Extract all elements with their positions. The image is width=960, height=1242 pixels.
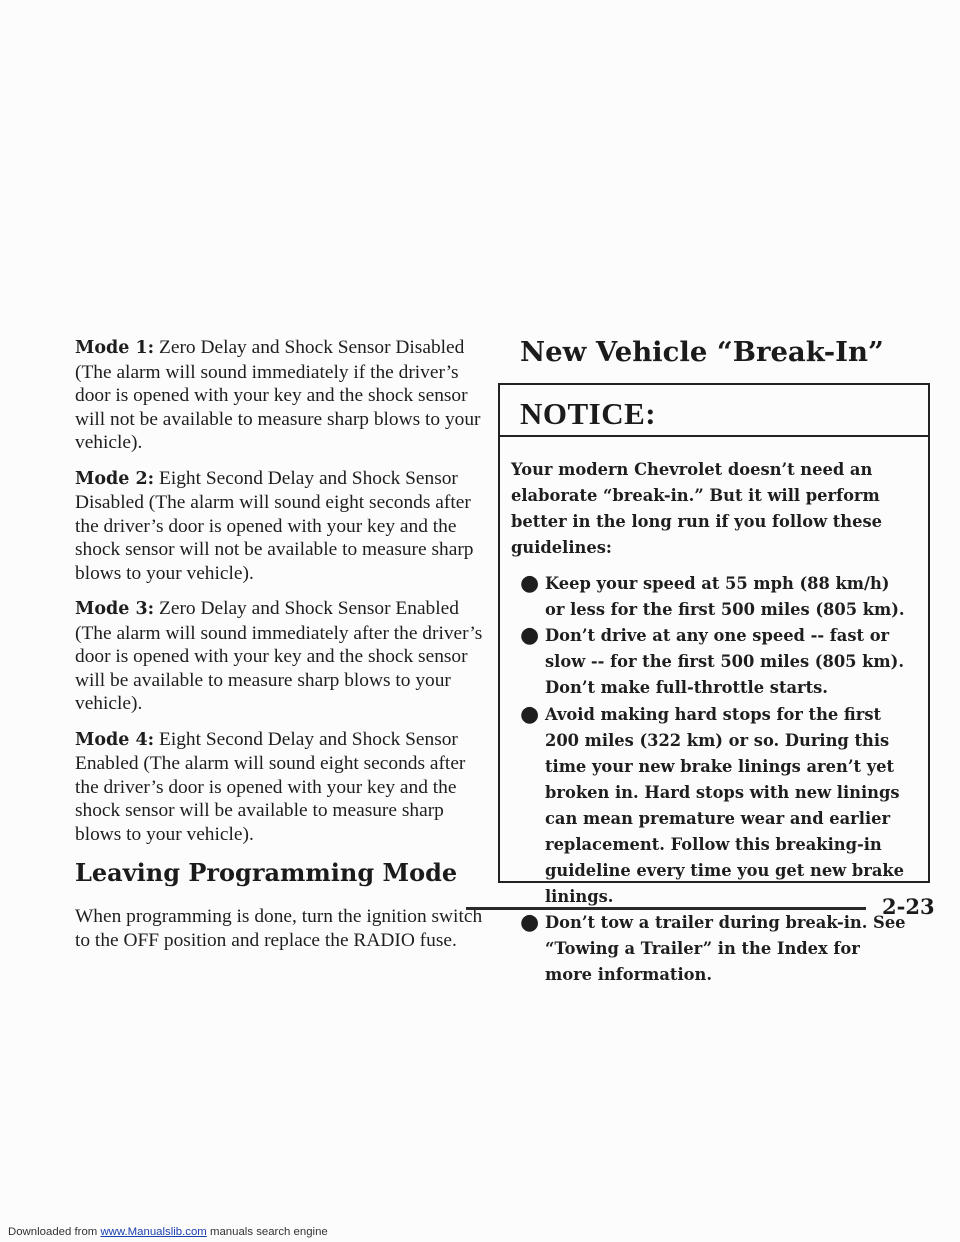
- list-item: [511, 702, 908, 909]
- notice-title: NOTICE:: [520, 396, 657, 431]
- footer-suffix: manuals search engine: [206, 1226, 328, 1238]
- mode-2-text: Eight Second Delay and Shock Sensor Disabled (The alarm will sound eight seconds after the driver’s door is opened with your key and the shock sensor will not be available to measure sharp blows to your vehicle).: [75, 467, 474, 584]
- list-item: [511, 623, 908, 701]
- bullet-icon: ●: [520, 701, 540, 728]
- notice-body: [500, 437, 928, 988]
- notice-guidelines-list: [511, 571, 908, 989]
- list-item: [511, 910, 908, 988]
- mode-4-paragraph: [75, 728, 493, 847]
- mode-3-label: Mode 3:: [75, 599, 155, 619]
- mode-4-label: Mode 4:: [75, 729, 155, 750]
- page-number: 2-23: [882, 894, 935, 919]
- bullet-icon: ●: [520, 569, 540, 596]
- leaving-programming-mode-text: When programming is done, turn the ignition switch to the OFF position and replace the RADIO fuse.: [75, 906, 483, 951]
- mode-1-text: Zero Delay and Shock Sensor Disabled (The alarm will sound immediately if the driver’s door is opened with your key and the shock sensor will not be available to measure sharp blows to your vehicle).: [75, 337, 481, 453]
- leaving-programming-mode-heading: Leaving Programming Mode: [75, 858, 458, 887]
- mode-3-text: Zero Delay and Shock Sensor Enabled (The alarm will sound immediately after the driver’s door is opened with your key and the shock sensor will be available to measure sharp blows to your vehicle).: [75, 598, 483, 714]
- list-item-text: Don’t tow a trailer during break-in. See “Towing a Trailer” in the Index for more information.: [545, 913, 906, 985]
- list-item-text: Keep your speed at 55 mph (88 km/h) or less for the first 500 miles (805 km).: [545, 573, 905, 619]
- left-column: [75, 336, 493, 952]
- notice-intro: Your modern Chevrolet doesn’t need an elaborate “break-in.” But it will perform better in the long run if you follow these guidelines:: [511, 460, 883, 557]
- mode-3-paragraph: [75, 597, 493, 716]
- mode-2-paragraph: [75, 467, 493, 586]
- mode-1-label: Mode 1:: [75, 338, 155, 358]
- footer-rule: [466, 907, 866, 910]
- footer-prefix: Downloaded from: [8, 1226, 101, 1238]
- break-in-heading: New Vehicle “Break-In”: [520, 336, 884, 368]
- list-item-text: Avoid making hard stops for the first 200 miles (322 km) or so. During this time your new brake linings aren’t yet broken in. Hard stops with new linings can mean premature wear and earlier replacement. Follow this breaking-in guideline every time you get new brake linings.: [545, 705, 905, 906]
- mode-1-paragraph: [75, 336, 493, 455]
- list-item: [511, 571, 908, 623]
- mode-4-text: Eight Second Delay and Shock Sensor Enabled (The alarm will sound eight seconds after the driver’s door is opened with your key and the shock sensor will be available to measure sharp blows to your vehicle).: [75, 728, 466, 845]
- bullet-icon: ●: [520, 622, 540, 649]
- notice-header: [500, 385, 928, 437]
- mode-2-label: Mode 2:: [75, 468, 155, 489]
- list-item-text: Don’t drive at any one speed -- fast or slow -- for the first 500 miles (805 km). Don’t make full-throttle starts.: [545, 626, 905, 698]
- bullet-icon: ●: [520, 909, 540, 936]
- manualslib-link[interactable]: www.Manualslib.com: [100, 1226, 207, 1238]
- download-footer: [8, 1226, 328, 1238]
